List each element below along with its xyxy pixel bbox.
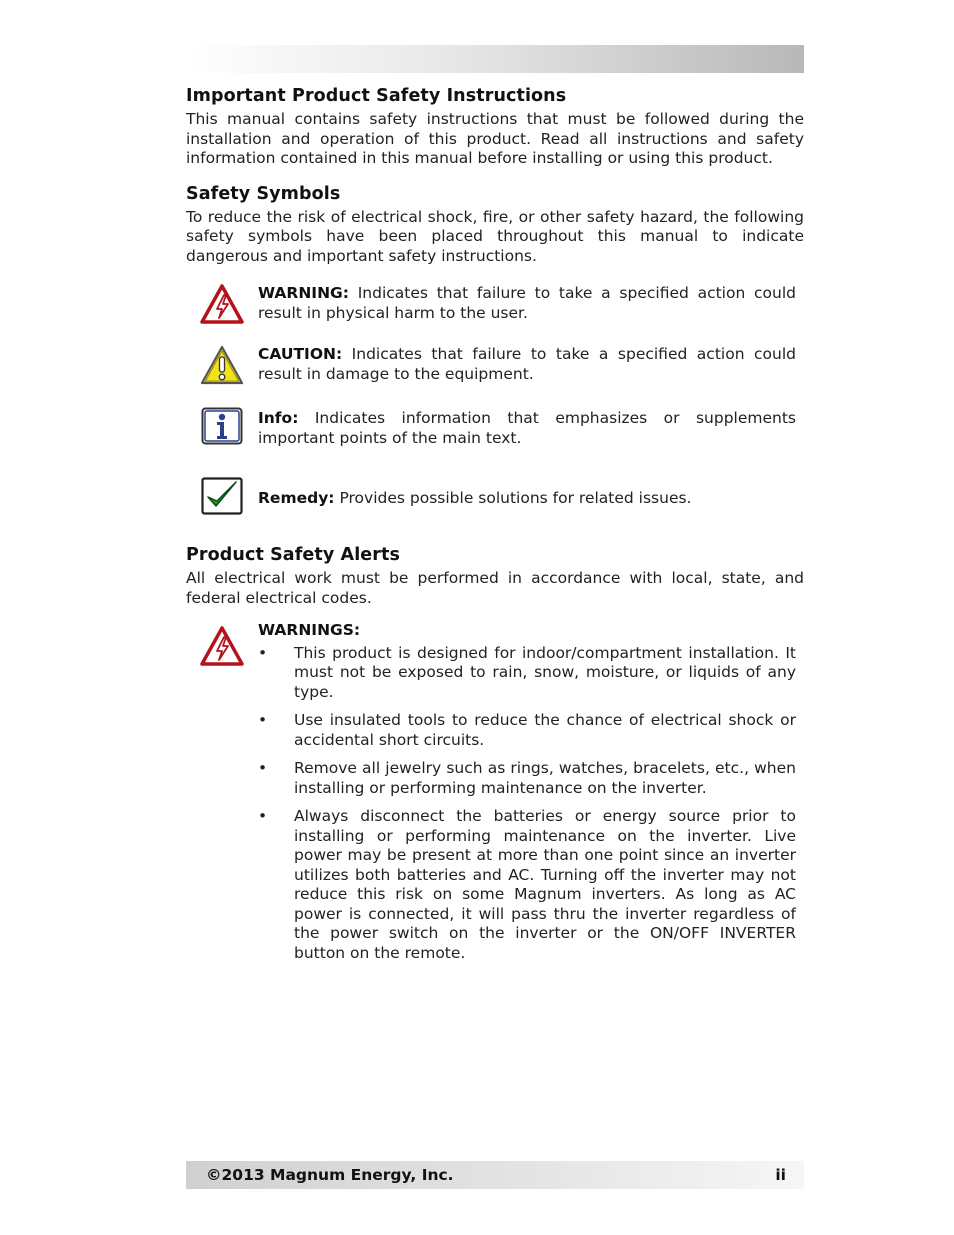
symbol-label: CAUTION: [258, 345, 343, 363]
page-number: ii [775, 1166, 786, 1184]
symbol-text-warning [258, 284, 796, 323]
symbol-text-info [258, 409, 796, 448]
header-bar [186, 45, 804, 73]
warning-icon [186, 626, 258, 666]
symbol-row-caution [186, 345, 804, 385]
page-content [186, 86, 804, 972]
symbol-text-caution [258, 345, 796, 384]
warnings-content [258, 621, 796, 972]
heading-product-alerts: Product Safety Alerts [186, 545, 400, 565]
symbol-label: WARNING: [258, 284, 349, 302]
section-safety-symbols [186, 184, 804, 267]
heading-safety-symbols: Safety Symbols [186, 183, 341, 204]
list-item: • Always disconnect the batteries or energy source prior to installing or performing maintenance on the inverter. Live power may be present at more than one point since an inverter utilizes both batteries and AC. Turning off the inverter may not reduce this risk on some Magnum inverters. As long as AC power is connected, it will pass thru the inverter regardless of the power switch on the inverter or the ON/OFF INVERTER button on the remote. [258, 807, 796, 963]
symbol-description: Indicates that failure to take a specified action could result in damage to the equipment. [258, 345, 796, 383]
footer-bar [186, 1161, 804, 1189]
section-safety-instructions [186, 86, 804, 169]
symbol-description: Indicates that failure to take a specified action could result in physical harm to the user. [258, 284, 796, 322]
section-product-alerts [186, 545, 804, 608]
heading-safety-instructions: Important Product Safety Instructions [186, 86, 567, 106]
symbol-description: Provides possible solutions for related issues. [339, 489, 692, 507]
warning-icon [186, 284, 258, 324]
list-item: • This product is designed for indoor/compartment installation. It must not be exposed to rain, snow, moisture, or liquids of any type. [258, 644, 796, 703]
list-item: • Remove all jewelry such as rings, watches, bracelets, etc., when installing or performing maintenance on the inverter. [258, 759, 796, 798]
info-icon [186, 407, 258, 445]
warnings-label: WARNINGS: [258, 621, 361, 639]
symbol-row-remedy [186, 477, 804, 515]
symbol-row-info [186, 407, 804, 448]
symbol-description: Indicates information that emphasizes or supplements important points of the main text. [258, 409, 796, 447]
product-alerts-text: All electrical work must be performed in accordance with local, state, and federal electrical codes. [186, 569, 804, 607]
warnings-block [186, 621, 804, 972]
warnings-list [258, 644, 796, 964]
list-item: • Use insulated tools to reduce the chance of electrical shock or accidental short circuits. [258, 711, 796, 750]
symbol-label: Info: [258, 409, 299, 427]
symbol-row-warning [186, 284, 804, 324]
safety-instructions-text: This manual contains safety instructions that must be followed during the installation and operation of this product. Read all instructions and safety information contained in this manual before installing or using this product. [186, 110, 804, 167]
symbol-text-remedy [258, 489, 796, 509]
remedy-icon [186, 477, 258, 515]
caution-icon [186, 345, 258, 385]
footer-copyright: ©2013 Magnum Energy, Inc. [206, 1166, 454, 1184]
safety-symbols-text: To reduce the risk of electrical shock, fire, or other safety hazard, the following safety symbols have been placed throughout this manual to indicate dangerous and important safety instructions. [186, 207, 804, 265]
symbol-label: Remedy: [258, 489, 335, 507]
